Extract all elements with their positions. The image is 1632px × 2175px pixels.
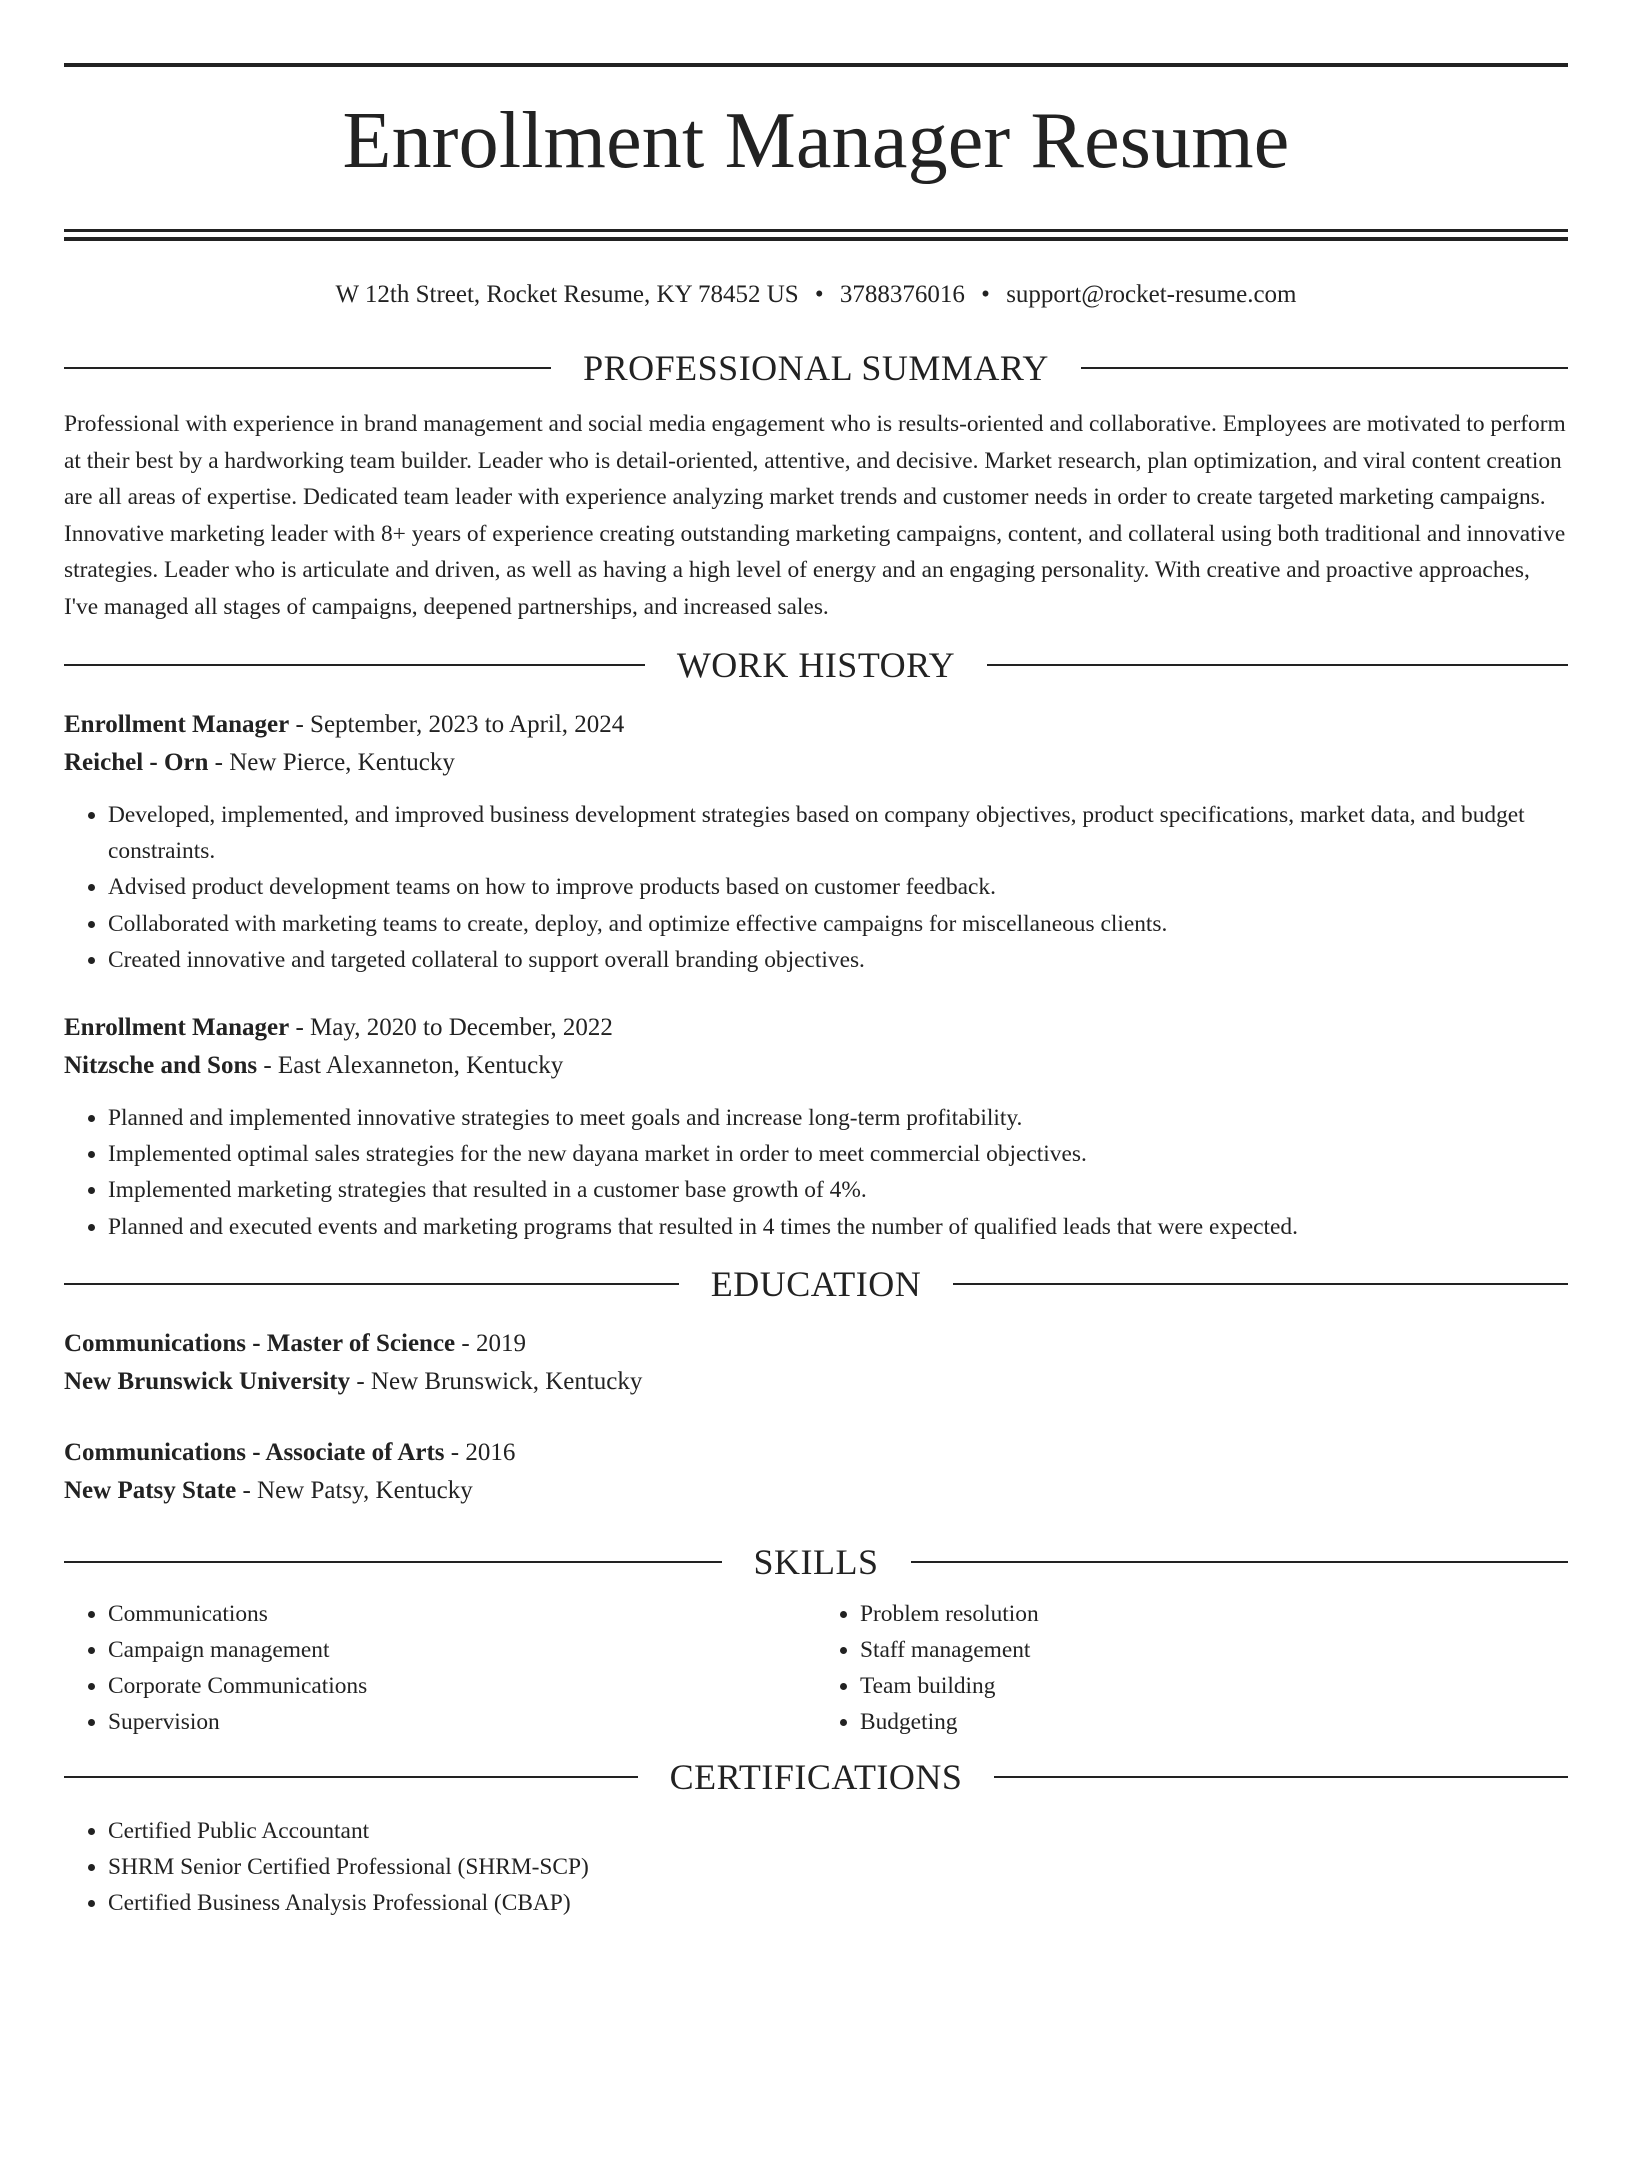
certification-item: • Certified Business Analysis Professional (CBAP)	[108, 1885, 1568, 1921]
job-title-line	[64, 706, 1568, 744]
education-degree: Communications - Master of Science	[64, 1329, 456, 1357]
job-entry	[64, 1009, 1568, 1245]
education-entry	[64, 1434, 1568, 1510]
heading-rule-left	[64, 1283, 679, 1285]
education-year: - 2016	[450, 1438, 516, 1466]
job-dates: - September, 2023 to April, 2024	[295, 711, 625, 738]
section-heading-certifications	[64, 1755, 1568, 1799]
skill-item: • Budgeting	[860, 1704, 1568, 1740]
contact-address: W 12th Street, Rocket Resume, KY 78452 US	[335, 281, 799, 308]
certification-item: • SHRM Senior Certified Professional (SHRM-SCP)	[108, 1849, 1568, 1885]
job-company-line	[64, 1047, 1568, 1085]
job-bullet: • Planned and executed events and marketing programs that resulted in 4 times the number of qualified leads that were expected.	[108, 1209, 1568, 1245]
skills-list-right	[816, 1596, 1568, 1741]
skills-list-left	[64, 1596, 816, 1741]
job-bullet: • Planned and implemented innovative strategies to meet goals and increase long-term profitability.	[108, 1100, 1568, 1136]
job-title: Enrollment Manager	[64, 1014, 290, 1042]
skill-item: • Communications	[108, 1596, 816, 1632]
skills-columns	[64, 1596, 1568, 1741]
heading-rule-right	[994, 1776, 1568, 1778]
section-heading-skills	[64, 1540, 1568, 1584]
contact-email: support@rocket-resume.com	[1006, 281, 1297, 308]
job-bullets	[64, 797, 1568, 978]
skill-item: • Campaign management	[108, 1632, 816, 1668]
job-location: - New Pierce, Kentucky	[214, 749, 455, 776]
resume-title: Enrollment Manager Resume	[342, 97, 1290, 185]
education-school-line	[64, 1472, 1568, 1510]
job-entry	[64, 706, 1568, 978]
education-location: - New Brunswick, Kentucky	[356, 1367, 643, 1395]
heading-rule-right	[911, 1561, 1569, 1563]
job-title-line	[64, 1009, 1568, 1047]
heading-rule-right	[1081, 367, 1568, 369]
section-heading-summary	[64, 346, 1568, 390]
section-title-summary: PROFESSIONAL SUMMARY	[583, 348, 1049, 388]
job-bullet: • Implemented optimal sales strategies for the new dayana market in order to meet commercial objectives.	[108, 1136, 1568, 1172]
job-company: Nitzsche and Sons	[64, 1052, 258, 1080]
heading-rule-right	[987, 664, 1568, 666]
education-school: New Brunswick University	[64, 1367, 351, 1395]
job-dates: - May, 2020 to December, 2022	[295, 1014, 613, 1042]
skill-item: • Staff management	[860, 1632, 1568, 1668]
education-entry	[64, 1325, 1568, 1401]
section-heading-education	[64, 1262, 1568, 1306]
skill-item: • Supervision	[108, 1704, 816, 1740]
resume-page	[0, 63, 1632, 2175]
job-bullet: • Implemented marketing strategies that resulted in a customer base growth of 4%.	[108, 1172, 1568, 1208]
section-heading-work-history	[64, 643, 1568, 687]
job-bullets	[64, 1100, 1568, 1245]
summary-text: Professional with experience in brand management and social media engagement who is results-oriented and collaborative. Employees are motivated to perform at their best by a hardworking team builder. Leader who is detail-oriented, attentive, and decisive. Market research, plan optimization, and viral content creation are all areas of expertise. Dedicated team leader with experience analyzing market trends and customer needs in order to create targeted marketing campaigns. Innovative marketing leader with 8+ years of experience creating outstanding marketing campaigns, content, and collateral using both traditional and innovative strategies. Leader who is articulate and driven, as well as having a high level of energy and an engaging personality. With creative and proactive approaches, I've managed all stages of campaigns, deepened partnerships, and increased sales.	[64, 411, 1566, 620]
education-school-line	[64, 1363, 1568, 1401]
section-title-certifications: CERTIFICATIONS	[669, 1756, 963, 1797]
education-school: New Patsy State	[64, 1476, 237, 1504]
contact-separator: •	[981, 281, 990, 308]
contact-separator: •	[814, 281, 824, 308]
skill-item: • Team building	[860, 1668, 1568, 1704]
certifications-list	[64, 1813, 1568, 1922]
education-degree: Communications - Associate of Arts	[64, 1438, 445, 1466]
job-bullet: • Developed, implemented, and improved business development strategies based on company objectives, product specifications, market data, and budget constraints.	[108, 797, 1568, 869]
education-degree-line	[64, 1325, 1568, 1363]
job-bullet: • Collaborated with marketing teams to create, deploy, and optimize effective campaigns for miscellaneous clients.	[108, 906, 1568, 942]
job-title: Enrollment Manager	[64, 711, 290, 738]
heading-rule-left	[64, 664, 645, 666]
education-year: - 2019	[461, 1329, 526, 1357]
education-location: - New Patsy, Kentucky	[242, 1476, 473, 1504]
skill-item: • Corporate Communications	[108, 1668, 816, 1704]
section-title-work-history: WORK HISTORY	[676, 645, 956, 685]
job-company: Reichel - Orn	[64, 749, 209, 776]
heading-rule-right	[953, 1283, 1568, 1285]
job-location: - East Alexanneton, Kentucky	[263, 1052, 564, 1080]
certification-item: • Certified Public Accountant	[108, 1813, 1568, 1849]
heading-rule-left	[64, 1776, 638, 1778]
skill-item: • Problem resolution	[860, 1596, 1568, 1632]
education-degree-line	[64, 1434, 1568, 1472]
heading-rule-left	[64, 1561, 722, 1563]
job-company-line	[64, 744, 1568, 782]
contact-line	[64, 278, 1568, 312]
title-bottom-double-rule	[64, 229, 1568, 241]
section-title-skills: SKILLS	[753, 1541, 879, 1582]
heading-rule-left	[64, 367, 551, 369]
job-bullet: • Created innovative and targeted collateral to support overall branding objectives.	[108, 942, 1568, 978]
contact-phone: 3788376016	[839, 281, 965, 308]
job-bullet: • Advised product development teams on how to improve products based on customer feedback.	[108, 869, 1568, 905]
section-title-education: EDUCATION	[710, 1263, 922, 1304]
